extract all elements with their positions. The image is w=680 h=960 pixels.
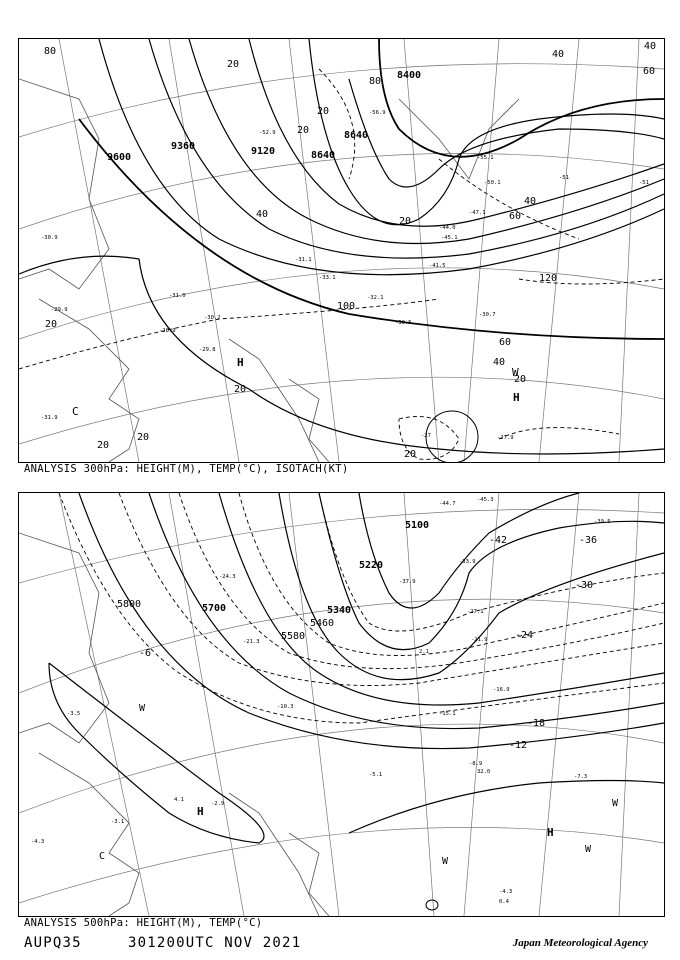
- station-temp: -44.7: [439, 501, 456, 507]
- contour-label: 5700: [202, 603, 227, 614]
- isotach-label: 80: [44, 46, 57, 57]
- isotach-label: 20: [137, 432, 150, 443]
- valid-time: 301200UTC NOV 2021: [128, 935, 302, 951]
- warm-marker: W: [139, 703, 146, 714]
- isotachs: [19, 69, 664, 459]
- isotach-label: 20: [297, 125, 310, 136]
- pressure-center-group: [72, 356, 520, 418]
- isotach-label: 40: [524, 196, 537, 207]
- closed-contour: [426, 900, 438, 910]
- station-temp: 0.4: [499, 899, 509, 905]
- station-temp: -21.9: [471, 637, 488, 643]
- isotach-label-group: [44, 41, 656, 460]
- high-pressure-center: H: [547, 826, 554, 839]
- station-temp: -31.0: [169, 293, 186, 299]
- station-temp: 32.0: [477, 769, 491, 775]
- isotach-label: 120: [539, 273, 558, 284]
- height-contours: [19, 39, 664, 454]
- isotach-label: 20: [404, 449, 417, 460]
- station-temp: -4.3: [31, 839, 45, 845]
- high-pressure-center: H: [197, 805, 204, 818]
- station-temp: -21.3: [243, 639, 260, 645]
- station-temp: -28.9: [159, 328, 176, 334]
- station-temp: -32.1: [367, 295, 384, 301]
- contour-label: 9600: [107, 152, 132, 163]
- isotach-label: 100: [337, 301, 356, 312]
- contour-label: 5580: [281, 631, 306, 642]
- isotach-label: 60: [509, 211, 522, 222]
- high-pressure-center: H: [237, 356, 244, 369]
- station-temp: -5.1: [369, 772, 383, 778]
- station-temp: -51: [559, 175, 569, 181]
- station-temp: -37.9: [399, 579, 416, 585]
- cold-marker: C: [72, 405, 79, 418]
- station-temp: -44.0: [439, 225, 456, 231]
- station-temp: -29.8: [199, 347, 216, 353]
- station-temp: -4.3: [499, 889, 513, 895]
- station-temp: -29.9: [51, 307, 68, 313]
- station-temp: -31.9: [41, 415, 58, 421]
- contour-label: 8640: [311, 150, 336, 161]
- map-500hpa-graphic: [19, 493, 664, 916]
- isotach-label: 20: [45, 319, 58, 330]
- isotach-label: 60: [499, 337, 512, 348]
- station-temp: -30.9: [41, 235, 58, 241]
- map-300hpa-graphic: [19, 39, 664, 462]
- station-temp: -15.1: [439, 711, 456, 717]
- isotach-label: 20: [227, 59, 240, 70]
- isotherm-label: -42: [489, 535, 508, 546]
- station-temp: -27.1: [467, 609, 484, 615]
- contour-label: 8640: [344, 130, 369, 141]
- isotach-label: 20: [234, 384, 247, 395]
- warm-marker: W: [612, 798, 619, 809]
- height-contours: [49, 493, 664, 843]
- contour-label: 8400: [397, 70, 422, 81]
- station-temp: -56.9: [369, 110, 386, 116]
- isotherm-label: -24: [515, 630, 534, 641]
- agency-name: Japan Meteorological Agency: [512, 937, 648, 949]
- station-temp: -55.1: [477, 155, 494, 161]
- station-sample-group: [41, 110, 649, 441]
- station-temp: -47.1: [469, 210, 486, 216]
- station-temp: -27: [421, 433, 431, 439]
- map-500hpa: [18, 492, 665, 917]
- contour-label: 5800: [117, 599, 142, 610]
- station-temp: -33.9: [459, 559, 476, 565]
- warm-marker: W: [512, 366, 519, 379]
- station-temp: -10.3: [277, 704, 294, 710]
- caption-500hpa: ANALYSIS 500hPa: HEIGHT(M), TEMP(°C): [24, 917, 263, 929]
- isotach-label: 40: [644, 41, 657, 52]
- station-temp: -45.1: [441, 235, 458, 241]
- station-temp: -27.9: [497, 435, 514, 441]
- station-temp: -33.1: [319, 275, 336, 281]
- station-temp: -3.1: [111, 819, 125, 825]
- station-temp: -51: [639, 180, 649, 186]
- isotach-label: 40: [256, 209, 269, 220]
- contour-label: 9360: [171, 141, 196, 152]
- station-temp: -45.3: [477, 497, 494, 503]
- station-temp: 2.1: [419, 649, 429, 655]
- contour-label: 5340: [327, 605, 352, 616]
- isotach-label: 60: [643, 66, 656, 77]
- product-code: AUPQ35: [24, 935, 82, 951]
- station-temp: -7.3: [574, 774, 588, 780]
- warm-marker: W: [442, 856, 449, 867]
- high-pressure-center: H: [513, 391, 520, 404]
- station-temp: -8.9: [469, 761, 483, 767]
- contour-label: 5100: [405, 520, 430, 531]
- closed-contour: [426, 411, 478, 462]
- contour-label: 9120: [251, 146, 276, 157]
- station-temp: -24.3: [219, 574, 236, 580]
- isotherm-label: -6: [139, 648, 152, 659]
- isotherm-label: -36: [579, 535, 598, 546]
- cold-marker: C: [99, 851, 106, 862]
- station-temp: -3.5: [67, 711, 81, 717]
- isotach-label: 20: [317, 106, 330, 117]
- isotach-label: 20: [399, 216, 412, 227]
- station-temp: -41.5: [429, 263, 446, 269]
- isotach-label: 80: [369, 76, 382, 87]
- station-temp: -30.7: [479, 312, 496, 318]
- isotach-label: 20: [514, 374, 527, 385]
- graticule: [19, 493, 664, 916]
- station-temp: -16.9: [493, 687, 510, 693]
- isotherm-label: -30: [575, 580, 594, 591]
- isotach-label: 40: [552, 49, 565, 60]
- map-300hpa: [18, 38, 665, 463]
- station-temp: -39.5: [594, 519, 611, 525]
- station-temp: -52.9: [259, 130, 276, 136]
- isotherm-label: -12: [509, 740, 528, 751]
- isotherm-label: -18: [527, 718, 546, 729]
- contour-label: 5220: [359, 560, 384, 571]
- station-temp: 4.1: [174, 797, 184, 803]
- station-temp: -31.1: [295, 257, 312, 263]
- warm-marker: W: [585, 844, 592, 855]
- station-temp: -50.1: [484, 180, 501, 186]
- caption-300hpa: ANALYSIS 300hPa: HEIGHT(M), TEMP(°C), ISOTACH(KT): [24, 463, 349, 475]
- station-temp: -30.2: [204, 315, 221, 321]
- isotach-label: 20: [97, 440, 110, 451]
- station-temp: -2.9: [211, 801, 225, 807]
- station-temp: -30.5: [395, 320, 412, 326]
- contour-label: 5460: [310, 618, 335, 629]
- isotach-label: 40: [493, 357, 506, 368]
- graticule: [19, 39, 664, 462]
